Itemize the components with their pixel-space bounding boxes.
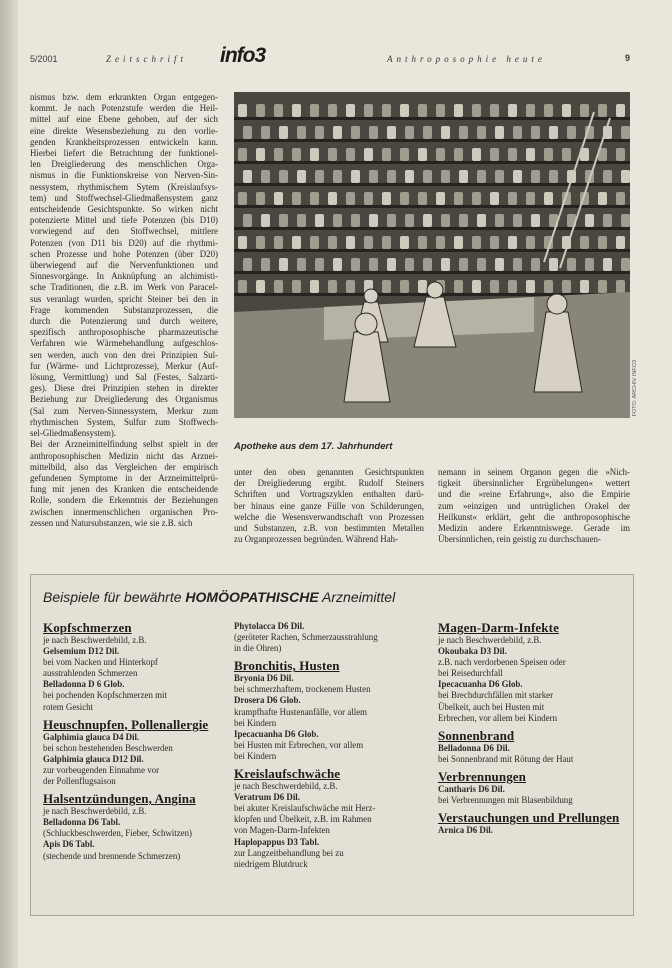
remedy-group <box>43 792 239 861</box>
text-line: tem) und Stoffwechsel-Gliedmaßensystem ganz <box>30 192 218 203</box>
remedy-group <box>438 729 628 765</box>
text-line: nismus bzw. dem erkrankten Organ entgegen- <box>30 92 218 102</box>
remedy-description: bei Kindern <box>234 750 277 761</box>
remedy-name: Belladonna D6 Dil. <box>438 742 510 753</box>
text-line: welche die Wesensverwandtschaft von Prozessen <box>234 511 424 522</box>
remedy-name: Gelsemium D12 Dil. <box>43 646 120 657</box>
remedy-description: rotem Gesicht <box>43 701 94 712</box>
text-line: Übersinnlichen, rein geistig zu durchschauen- <box>438 534 601 545</box>
text-line: spezifisch anthroposophische pharmazeutische <box>30 327 218 338</box>
remedy-name: Veratrum D6 Dil. <box>234 792 300 803</box>
remedy-group <box>43 621 239 713</box>
text-line: zum »einzigen und untrüglichen Orakel der <box>438 500 630 511</box>
photo-credit: FOTO: ARCHIV INFO3 <box>632 360 638 417</box>
text-line: unter den oben genannten Gesichtspunkten <box>234 467 424 477</box>
text-line: ber hinaus eine ganze Fülle von Schilderungen, <box>234 500 424 511</box>
remedy-description: (geröteter Rachen, Schmerzausstrahlung <box>234 632 378 643</box>
text-line: potenzierte Mittel und tiefe Potenzen (bis D10) <box>30 215 218 226</box>
remedy-description: je nach Beschwerdebild, z.B. <box>43 635 147 645</box>
remedy-name: Arnica D6 Dil. <box>438 825 493 836</box>
text-line: schen Prozesse und hohe Potenzen (über D20) <box>30 248 218 259</box>
remedy-description: Übelkeit, auch bei Husten mit <box>438 701 545 712</box>
text-line: Rolle, sondern die Erkenntnis der Beziehungen <box>30 495 218 506</box>
remedy-group-heading: Kopfschmerzen <box>43 620 132 635</box>
remedies-column-3 <box>438 621 628 841</box>
remedies-box-title: Beispiele für bewährte HOMÖOPATHISCHE Arzneimittel <box>43 589 396 605</box>
remedy-description: bei schmerzhaftem, trockenem Husten <box>234 684 371 695</box>
remedy-name: Belladonna D6 Tabl. <box>43 817 121 828</box>
remedy-description: niedrigem Blutdruck <box>234 858 308 869</box>
text-line: gefundenen Symptome in der Arzneimittelprü- <box>30 472 218 483</box>
remedy-description: der Pollenflugsaison <box>43 776 116 787</box>
remedy-group-heading: Verstauchungen und Prellungen <box>438 810 620 826</box>
remedy-name: Apis D6 Tabl. <box>43 839 95 850</box>
remedy-group <box>234 621 430 654</box>
remedy-group <box>438 621 628 724</box>
text-line: sche Traditionen, die z.B. im Werk von Paracel- <box>30 282 218 293</box>
remedies-column-2 <box>234 621 430 875</box>
article-column-2 <box>234 467 424 545</box>
remedy-description: (Schluckbeschwerden, Fieber, Schwitzen) <box>43 828 192 839</box>
remedies-column-1 <box>43 621 239 867</box>
text-line: Sinnesvorgänge. In Anknüpfung an alchimisti- <box>30 271 218 282</box>
pharmacy-engraving <box>234 92 630 418</box>
remedy-name: Ipecacuanha D6 Glob. <box>438 679 523 690</box>
text-line: der Dreigliederung ergibt. Rudolf Steiners <box>234 478 424 489</box>
remedy-description: Erbrechen, vor allem bei Kindern <box>438 712 558 723</box>
text-line: und die »reine Erfahrung«, also die Empirie <box>438 489 630 500</box>
text-line: zu Organprozessen begründen. Während Hah- <box>234 534 399 545</box>
text-line: und Substanzen, z.B. von bestimmten Metallen <box>234 523 424 534</box>
text-line: Heilkunst« erklärt, geht die anthroposophische <box>438 511 630 522</box>
text-line: rhythmischen System, Sulfur zum Stoffwech- <box>30 416 218 427</box>
text-line: Hierbei liefert die Betrachtung der funktionel- <box>30 148 218 159</box>
text-line: len Dreigliederung des menschlichen Orga- <box>30 159 218 170</box>
text-line: anthroposophischen Medizin nicht das Arznei- <box>30 450 218 461</box>
journal-logo: info3 <box>220 44 266 67</box>
text-line: sen werden, auch von den drei Prinzipien Sul- <box>30 349 218 360</box>
text-line: lösung, Vermittlung) und Sal (Festes, Salzarti- <box>30 372 218 383</box>
text-line: sel-Gliedmaßensystem). <box>30 428 117 439</box>
text-line: fur (Wärme- und Lichtprozesse), Merkur (Auf- <box>30 360 218 371</box>
remedy-description: zur Langzeitbehandlung bei zu <box>234 847 344 858</box>
text-line: Bei der Arzneimittelfindung selbst spielt in der <box>30 439 218 450</box>
remedy-description: von Magen-Darm-Infekten <box>234 825 330 836</box>
text-line: (Sal zum Nerven-Sinnessystem, Merkur zum <box>30 405 218 416</box>
remedy-name: Okoubaka D3 Dil. <box>438 646 507 657</box>
page-number: 9 <box>624 53 630 63</box>
remedy-description: bei Husten mit Erbrechen, vor allem <box>234 739 364 750</box>
remedy-description: je nach Beschwerdebild, z.B. <box>43 806 147 817</box>
text-line: entscheidende Gesichtspunkte. So wirken nicht <box>30 204 218 215</box>
remedy-group-heading: Halsentzündungen, Angina <box>43 791 196 807</box>
remedy-description: bei Brechdurchfällen mit starker <box>438 690 554 701</box>
text-line: eine direkte Wesensbeziehung zu den vorlie- <box>30 125 218 136</box>
remedy-description: je nach Beschwerdebild, z.B. <box>234 781 338 792</box>
remedy-group <box>234 767 430 870</box>
remedy-name: Phytolacca D6 Dil. <box>234 621 305 631</box>
article-column-1 <box>30 92 218 529</box>
text-line: Potenzen (von D11 bis D20) auf die rhythmi- <box>30 237 218 248</box>
text-line: genden Krankheitsprozessen entwickeln kann. <box>30 136 218 147</box>
remedy-description: bei akuter Kreislaufschwäche mit Herz- <box>234 803 376 814</box>
remedy-description: zur vorbeugenden Einnahme vor <box>43 764 160 775</box>
remedy-description: je nach Beschwerdebild, z.B. <box>438 635 542 645</box>
remedy-name: Galphimia glauca D12 Dil. <box>43 753 144 764</box>
remedy-group <box>438 770 628 806</box>
text-line: kommt. Je nach Potenzstufe werden die Heil- <box>30 103 218 114</box>
text-line: mittel auf eine Ebene gehoben, auf der sich <box>30 114 218 125</box>
remedy-description: bei schon bestehenden Beschwerden <box>43 742 173 753</box>
remedy-description: ausstrahlenden Schmerzen <box>43 668 138 679</box>
remedy-description: bei Sonnenbrand mit Rötung der Haut <box>438 753 574 764</box>
remedy-description: klopfen und Übelkeit, z.B. im Rahmen <box>234 814 372 825</box>
text-line: nismus in die Funktionskreise von Nerven-Sin- <box>30 170 218 181</box>
text-line: zwischen innermenschlichen organischen Pro- <box>30 506 218 517</box>
remedy-description: bei Kindern <box>234 717 277 728</box>
text-line: mittelbild, also das Vergleichen der empirisch <box>30 461 218 472</box>
remedies-box <box>30 574 634 916</box>
figure-caption: Apotheke aus dem 17. Jahrhundert <box>234 441 393 452</box>
text-line: überwiegend auf die Nervenfunktionen und <box>30 260 218 271</box>
text-line: zessen und Natursubstanzen, wie sie z.B. sich <box>30 517 193 528</box>
remedy-name: Belladonna D 6 Glob. <box>43 679 125 690</box>
remedy-description: in die Ohren) <box>234 643 282 654</box>
remedy-group-heading: Verbrennungen <box>438 768 526 784</box>
text-line: Verfahren wie Wärmebehandlung aufgeschlos- <box>30 338 218 349</box>
remedy-group-heading: Heuschnupfen, Pollenallergie <box>43 716 209 732</box>
text-line: tigkeit übersinnlicher Ergrübelungen« wettert <box>438 478 630 489</box>
text-line: durch die Potenzierung und durch weitere, <box>30 316 218 327</box>
text-line: sus veranlagt wurden, spricht Steiner bei den in <box>30 293 218 304</box>
remedy-group <box>43 718 239 787</box>
page-binding-shadow <box>0 0 18 968</box>
remedy-name: Bryonia D6 Dil. <box>234 673 294 684</box>
remedy-group <box>438 811 628 836</box>
text-line: vorwiegend auf den Stoffwechsel, mittlere <box>30 226 218 237</box>
text-line: Beziehung zur Dreigliederung des Organismus <box>30 394 218 405</box>
remedy-name: Haplopappus D3 Tabl. <box>234 836 320 847</box>
text-line: Medizin andere Erkenntniswege. Gerade im <box>438 523 630 534</box>
remedy-name: Galphimia glauca D4 Dil. <box>43 731 140 742</box>
journal-label: Zeitschrift <box>106 54 188 64</box>
remedy-name: Drosera D6 Glob. <box>234 695 301 706</box>
text-line: Schriften und Vortragszyklen enthalten darü- <box>234 489 424 500</box>
engraving-illustration <box>234 92 630 418</box>
remedy-name: Cantharis D6 Dil. <box>438 783 505 794</box>
remedy-description: bei Reisedurchfall <box>438 668 503 679</box>
remedy-description: krampfhafte Hustenanfälle, vor allem <box>234 706 368 717</box>
remedy-description: (stechende und brennende Schmerzen) <box>43 850 181 861</box>
remedy-description: bei vom Nacken und Hinterkopf <box>43 657 158 668</box>
issue-number: 5/2001 <box>30 54 58 64</box>
text-line: Frage kommenden Substanzprozessen, die <box>30 304 218 315</box>
page-header <box>30 44 636 72</box>
journal-subtitle: Anthroposophie heute <box>387 54 546 64</box>
remedy-group-heading: Sonnenbrand <box>438 727 515 743</box>
text-line: nessystem, rhythmischem Sytem (Kreislaufsys- <box>30 181 218 192</box>
text-line: ges). Diese drei Prinzipien stehen in direkter <box>30 383 218 394</box>
remedy-group-heading: Kreislaufschwäche <box>234 766 341 782</box>
remedy-description: z.B. nach verdorbenen Speisen oder <box>438 657 566 668</box>
remedy-group-heading: Bronchitis, Husten <box>234 658 340 674</box>
remedy-description: bei Verbrennungen mit Blasenbildung <box>438 795 573 806</box>
remedy-group-heading: Magen-Darm-Infekte <box>438 620 559 635</box>
remedy-name: Ipecacuanha D6 Glob. <box>234 728 319 739</box>
text-line: nemann in seinem Organon gegen die »Nich- <box>438 467 630 477</box>
article-column-3 <box>438 467 630 545</box>
text-line: fung mit jenen des Kranken die entscheidende <box>30 484 218 495</box>
remedy-description: bei pochenden Kopfschmerzen mit <box>43 690 167 701</box>
remedy-group <box>234 659 430 762</box>
